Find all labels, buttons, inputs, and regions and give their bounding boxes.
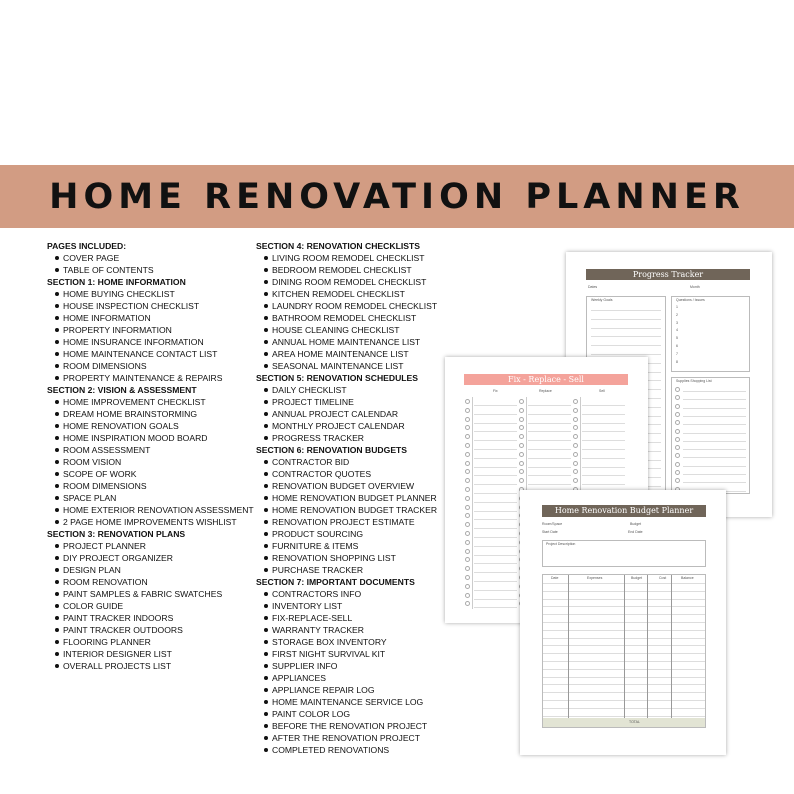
section-item: HOUSE INSPECTION CHECKLIST [47, 300, 252, 312]
section-item: ROOM RENOVATION [47, 576, 252, 588]
checkbox-circle [519, 399, 524, 404]
supply-line [683, 391, 746, 392]
section-item-list [256, 252, 456, 372]
checkbox-circle [465, 425, 470, 430]
goal-line [591, 345, 661, 346]
checkbox-circle [465, 496, 470, 501]
checkbox-circle [573, 478, 578, 483]
section-item: FIRST NIGHT SURVIVAL KIT [256, 648, 456, 660]
checkbox-circle [465, 557, 470, 562]
section-item: RENOVATION BUDGET OVERVIEW [256, 480, 456, 492]
contents-section [47, 240, 252, 276]
entry-line [474, 546, 517, 547]
project-description-box [542, 540, 706, 567]
month-label: Month [690, 285, 700, 289]
entry-line [582, 405, 625, 406]
entry-line [474, 528, 517, 529]
checkbox-circle [675, 429, 680, 434]
section-title: SECTION 1: HOME INFORMATION [47, 277, 186, 287]
checkbox-circle [519, 461, 524, 466]
goal-line [591, 310, 661, 311]
entry-line [528, 414, 571, 415]
checkbox-circle [465, 513, 470, 518]
section-item: AREA HOME MAINTENANCE LIST [256, 348, 456, 360]
checkbox-circle [519, 408, 524, 413]
checkbox-circle [573, 399, 578, 404]
progress-tracker-header [586, 269, 750, 280]
section-item-list [47, 288, 252, 384]
section-item: BEDROOM REMODEL CHECKLIST [256, 264, 456, 276]
entry-line [582, 414, 625, 415]
questions-label: Questions / Issues [676, 298, 705, 302]
checkbox-circle [675, 453, 680, 458]
entry-line [528, 458, 571, 459]
section-item: BEFORE THE RENOVATION PROJECT [256, 720, 456, 732]
goal-line [591, 319, 661, 320]
checkbox-circle [465, 452, 470, 457]
section-title: PAGES INCLUDED: [47, 241, 127, 251]
goal-line [591, 354, 661, 355]
checkbox-circle [465, 584, 470, 589]
section-item: PROJECT TIMELINE [256, 396, 456, 408]
budget-planner-title: Home Renovation Budget Planner [554, 506, 694, 515]
checkbox-circle [675, 470, 680, 475]
questions-box [671, 296, 750, 372]
question-number: 4 [676, 328, 678, 333]
entry-line [528, 475, 571, 476]
section-item: COMPLETED RENOVATIONS [256, 744, 456, 756]
checkbox-circle [465, 549, 470, 554]
supply-line [683, 416, 746, 417]
entry-line [474, 607, 517, 608]
entry-line [474, 502, 517, 503]
checkbox-circle [465, 443, 470, 448]
budget-column-divider [568, 575, 569, 718]
checkbox-circle [465, 399, 470, 404]
progress-tracker-title: Progress Tracker [632, 270, 704, 279]
contents-column-middle [256, 240, 456, 756]
section-item: HOME INSURANCE INFORMATION [47, 336, 252, 348]
replace-column-label: Replace [539, 389, 552, 393]
supply-line [683, 474, 746, 475]
sell-column-label: Sell [599, 389, 605, 393]
checkbox-circle [519, 469, 524, 474]
section-item: PRODUCT SOURCING [256, 528, 456, 540]
entry-line [582, 484, 625, 485]
section-item: LAUNDRY ROOM REMODEL CHECKLIST [256, 300, 456, 312]
section-item: SUPPLIER INFO [256, 660, 456, 672]
checkbox-circle [573, 469, 578, 474]
checkbox-circle [573, 434, 578, 439]
date-column-label: Date [551, 576, 559, 580]
checkbox-circle [465, 531, 470, 536]
checkbox-circle [465, 417, 470, 422]
section-item: SEASONAL MAINTENANCE LIST [256, 360, 456, 372]
section-item: APPLIANCE REPAIR LOG [256, 684, 456, 696]
total-row [543, 718, 705, 727]
end-date-label: End Date [628, 530, 643, 534]
section-item-list [47, 540, 252, 672]
section-item: CONTRACTOR QUOTES [256, 468, 456, 480]
section-item: HOME RENOVATION BUDGET TRACKER [256, 504, 456, 516]
supplies-box [671, 377, 750, 494]
checkbox-circle [465, 593, 470, 598]
entry-line [528, 405, 571, 406]
checkbox-circle [465, 478, 470, 483]
question-number: 8 [676, 359, 678, 364]
section-item: KITCHEN REMODEL CHECKLIST [256, 288, 456, 300]
entry-line [474, 405, 517, 406]
section-item: ROOM DIMENSIONS [47, 360, 252, 372]
checkbox-circle [519, 452, 524, 457]
section-title: SECTION 4: RENOVATION CHECKLISTS [256, 241, 420, 251]
checkbox-circle [519, 434, 524, 439]
goal-line [591, 336, 661, 337]
question-number: 3 [676, 320, 678, 325]
budget-column-label: Budget [631, 576, 643, 580]
column-divider [472, 397, 473, 609]
entry-line [474, 449, 517, 450]
checkbox-circle [465, 540, 470, 545]
section-item: HOME RENOVATION GOALS [47, 420, 252, 432]
section-item: HOME INSPIRATION MOOD BOARD [47, 432, 252, 444]
contents-section [256, 240, 456, 372]
weekly-goals-label: Weekly Goals [591, 298, 613, 302]
question-number: 5 [676, 336, 678, 341]
section-item: STORAGE BOX INVENTORY [256, 636, 456, 648]
title-banner [0, 165, 794, 228]
section-item: ANNUAL PROJECT CALENDAR [256, 408, 456, 420]
section-title: SECTION 5: RENOVATION SCHEDULES [256, 373, 419, 383]
contents-section [47, 384, 252, 528]
page-title: HOME RENOVATION PLANNER [49, 176, 745, 217]
project-description-label: Project Description [546, 542, 576, 546]
entry-line [474, 511, 517, 512]
entry-line [582, 467, 625, 468]
contents-section [256, 576, 456, 756]
section-item: FIX-REPLACE-SELL [256, 612, 456, 624]
entry-line [474, 555, 517, 556]
entry-line [528, 431, 571, 432]
section-item: OVERALL PROJECTS LIST [47, 660, 252, 672]
section-item: HOME MAINTENANCE SERVICE LOG [256, 696, 456, 708]
entry-line [474, 414, 517, 415]
supply-line [683, 457, 746, 458]
budget-planner-header [542, 505, 706, 517]
contents-section [47, 528, 252, 672]
fix-replace-sell-title: Fix - Replace - Sell [508, 375, 584, 384]
section-item-list [47, 252, 252, 276]
section-item-list [256, 588, 456, 756]
entry-line [528, 449, 571, 450]
entry-line [528, 484, 571, 485]
fix-column-label: Fix [493, 389, 498, 393]
supplies-label: Supplies Shopping List [676, 379, 712, 383]
checkbox-circle [675, 445, 680, 450]
section-item: PAINT TRACKER INDOORS [47, 612, 252, 624]
section-title: SECTION 3: RENOVATION PLANS [47, 529, 186, 539]
checkbox-circle [519, 478, 524, 483]
section-item: ROOM ASSESSMENT [47, 444, 252, 456]
section-item: SPACE PLAN [47, 492, 252, 504]
section-item: WARRANTY TRACKER [256, 624, 456, 636]
goal-line [591, 328, 661, 329]
supply-line [683, 466, 746, 467]
section-item: PROPERTY MAINTENANCE & REPAIRS [47, 372, 252, 384]
section-item: LIVING ROOM REMODEL CHECKLIST [256, 252, 456, 264]
entry-line [474, 458, 517, 459]
section-item: PROJECT PLANNER [47, 540, 252, 552]
checkbox-circle [675, 420, 680, 425]
supply-line [683, 399, 746, 400]
checkbox-circle [465, 566, 470, 571]
entry-line [474, 440, 517, 441]
checkbox-circle [465, 487, 470, 492]
budget-table [542, 574, 706, 728]
section-item: ROOM VISION [47, 456, 252, 468]
fix-replace-sell-header [464, 374, 628, 385]
checkbox-circle [519, 443, 524, 448]
entry-line [474, 423, 517, 424]
contents-column-left [47, 240, 252, 672]
cost-column-label: Cost [659, 576, 667, 580]
checkbox-circle [573, 443, 578, 448]
budget-label: Budget [630, 522, 642, 526]
section-item: PAINT COLOR LOG [256, 708, 456, 720]
section-item: CONTRACTOR BID [256, 456, 456, 468]
entry-line [528, 423, 571, 424]
room-space-label: Room/Space [542, 522, 563, 526]
entry-line [474, 563, 517, 564]
section-item: MONTHLY PROJECT CALENDAR [256, 420, 456, 432]
budget-column-divider [647, 575, 648, 718]
checkbox-circle [675, 412, 680, 417]
section-item: CONTRACTORS INFO [256, 588, 456, 600]
question-number: 6 [676, 344, 678, 348]
supply-line [683, 433, 746, 434]
question-number: 1 [676, 305, 678, 309]
section-item: DREAM HOME BRAINSTORMING [47, 408, 252, 420]
entry-line [582, 449, 625, 450]
contents-section [47, 276, 252, 384]
section-item: PROPERTY INFORMATION [47, 324, 252, 336]
section-item: TABLE OF CONTENTS [47, 264, 252, 276]
checkbox-circle [465, 461, 470, 466]
entry-line [474, 484, 517, 485]
supply-line [683, 449, 746, 450]
section-item: DIY PROJECT ORGANIZER [47, 552, 252, 564]
total-label: TOTAL [629, 720, 640, 724]
budget-planner-preview [520, 490, 726, 755]
entry-line [474, 493, 517, 494]
entry-line [582, 423, 625, 424]
checkbox-circle [573, 452, 578, 457]
checkbox-circle [675, 404, 680, 409]
supply-line [683, 408, 746, 409]
checkbox-circle [675, 478, 680, 483]
checkbox-circle [519, 417, 524, 422]
checkbox-circle [519, 425, 524, 430]
entry-line [582, 431, 625, 432]
contents-section [256, 372, 456, 444]
entry-line [528, 440, 571, 441]
section-item: FURNITURE & ITEMS [256, 540, 456, 552]
checkbox-circle [465, 408, 470, 413]
section-item: PROGRESS TRACKER [256, 432, 456, 444]
contents-section [256, 444, 456, 576]
checkbox-circle [573, 461, 578, 466]
entry-line [474, 467, 517, 468]
section-item: BATHROOM REMODEL CHECKLIST [256, 312, 456, 324]
section-item: HOME RENOVATION BUDGET PLANNER [256, 492, 456, 504]
section-item: DINING ROOM REMODEL CHECKLIST [256, 276, 456, 288]
checkbox-circle [675, 462, 680, 467]
section-item: PAINT SAMPLES & FABRIC SWATCHES [47, 588, 252, 600]
section-item: COLOR GUIDE [47, 600, 252, 612]
checkbox-circle [675, 437, 680, 442]
section-item: 2 PAGE HOME IMPROVEMENTS WISHLIST [47, 516, 252, 528]
checkbox-circle [465, 522, 470, 527]
entry-line [474, 581, 517, 582]
checkbox-circle [465, 434, 470, 439]
entry-line [474, 431, 517, 432]
checkbox-circle [465, 505, 470, 510]
section-item: DAILY CHECKLIST [256, 384, 456, 396]
checkbox-circle [675, 387, 680, 392]
entry-line [474, 572, 517, 573]
section-item: FLOORING PLANNER [47, 636, 252, 648]
entry-line [474, 475, 517, 476]
question-number: 2 [676, 312, 678, 317]
entry-line [474, 537, 517, 538]
section-item: PURCHASE TRACKER [256, 564, 456, 576]
section-item: RENOVATION PROJECT ESTIMATE [256, 516, 456, 528]
section-item: ROOM DIMENSIONS [47, 480, 252, 492]
section-item: HOME MAINTENANCE CONTACT LIST [47, 348, 252, 360]
section-item: COVER PAGE [47, 252, 252, 264]
section-item: AFTER THE RENOVATION PROJECT [256, 732, 456, 744]
expenses-column-label: Expenses [587, 576, 603, 580]
section-item: HOME EXTERIOR RENOVATION ASSESSMENT [47, 504, 252, 516]
section-item: HOME BUYING CHECKLIST [47, 288, 252, 300]
section-item: INTERIOR DESIGNER LIST [47, 648, 252, 660]
section-item: ANNUAL HOME MAINTENANCE LIST [256, 336, 456, 348]
checkbox-circle [465, 575, 470, 580]
section-item: APPLIANCES [256, 672, 456, 684]
budget-column-divider [624, 575, 625, 718]
start-date-label: Start Date [542, 530, 558, 534]
checkbox-circle [675, 395, 680, 400]
entry-line [528, 467, 571, 468]
entry-line [582, 475, 625, 476]
entry-line [582, 458, 625, 459]
section-item-list [256, 456, 456, 576]
budget-column-divider [671, 575, 672, 718]
section-item: SCOPE OF WORK [47, 468, 252, 480]
section-item: RENOVATION SHOPPING LIST [256, 552, 456, 564]
supply-line [683, 424, 746, 425]
supply-line [683, 441, 746, 442]
section-item-list [47, 396, 252, 528]
section-item: DESIGN PLAN [47, 564, 252, 576]
entry-line [474, 519, 517, 520]
section-title: SECTION 2: VISION & ASSESSMENT [47, 385, 197, 395]
entry-line [474, 599, 517, 600]
question-number: 7 [676, 351, 678, 356]
checkbox-circle [573, 425, 578, 430]
section-title: SECTION 6: RENOVATION BUDGETS [256, 445, 408, 455]
checkbox-circle [465, 601, 470, 606]
section-item-list [256, 384, 456, 444]
balance-column-label: Balance [681, 576, 694, 580]
section-item: INVENTORY LIST [256, 600, 456, 612]
section-item: PAINT TRACKER OUTDOORS [47, 624, 252, 636]
section-item: HOME IMPROVEMENT CHECKLIST [47, 396, 252, 408]
checkbox-circle [573, 408, 578, 413]
section-item: HOME INFORMATION [47, 312, 252, 324]
supply-line [683, 482, 746, 483]
section-title: SECTION 7: IMPORTANT DOCUMENTS [256, 577, 415, 587]
checkbox-circle [573, 417, 578, 422]
entry-line [582, 440, 625, 441]
checkbox-circle [465, 469, 470, 474]
dates-label: Dates [588, 285, 598, 289]
section-item: HOUSE CLEANING CHECKLIST [256, 324, 456, 336]
entry-line [474, 590, 517, 591]
